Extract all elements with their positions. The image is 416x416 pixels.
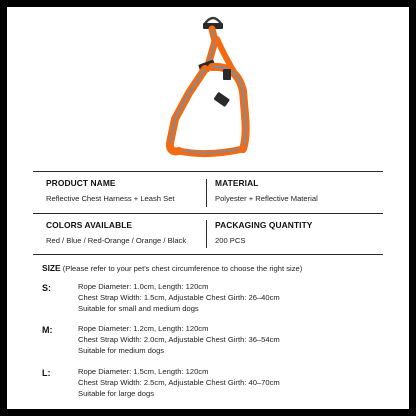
size-details <box>78 323 280 356</box>
size-title: SIZE <box>42 263 61 273</box>
size-line: Chest Strap Width: 2.0cm, Adjustable Chest Girth: 36–54cm <box>78 335 280 344</box>
product-image <box>7 7 409 165</box>
spec-packaging-quantity <box>215 220 313 245</box>
spec-product-name <box>46 178 175 203</box>
spec-label: PACKAGING QUANTITY <box>215 220 313 230</box>
size-details <box>78 281 280 314</box>
size-line: Rope Diameter: 1.5cm, Length: 120cm <box>78 367 209 376</box>
product-spec-card <box>7 7 409 409</box>
spec-label: COLORS AVAILABLE <box>46 220 133 230</box>
divider-top <box>33 171 383 172</box>
spec-value: Red / Blue / Red-Orange / Orange / Black <box>46 236 187 245</box>
side-buckle-icon <box>213 92 230 107</box>
size-code: S: <box>42 283 51 293</box>
vertical-divider-2 <box>206 220 207 248</box>
spec-label: PRODUCT NAME <box>46 178 116 188</box>
size-code: L: <box>42 368 51 378</box>
size-header <box>42 263 302 273</box>
size-line: Chest Strap Width: 2.5cm, Adjustable Chest Girth: 40–70cm <box>78 378 280 387</box>
spec-value: Polyester + Reflective Material <box>215 194 318 203</box>
spec-label: MATERIAL <box>215 178 259 188</box>
orange-reflective-dog-harness-icon <box>7 7 409 165</box>
divider-bottom <box>33 254 383 255</box>
size-line: Suitable for medium dogs <box>78 346 165 355</box>
size-note: (Please refer to your pet's chest circumference to choose the right size) <box>62 264 303 273</box>
size-details <box>78 366 280 399</box>
divider-middle <box>33 213 383 214</box>
spec-material <box>215 178 318 203</box>
size-line: Suitable for large dogs <box>78 389 154 398</box>
size-code: M: <box>42 325 53 335</box>
vertical-divider-1 <box>206 179 207 207</box>
size-line: Rope Diameter: 1.0cm, Length: 120cm <box>78 282 209 291</box>
spec-value: 200 PCS <box>215 236 246 245</box>
spec-colors-available <box>46 220 186 245</box>
spec-value: Reflective Chest Harness + Leash Set <box>46 194 175 203</box>
size-line: Chest Strap Width: 1.5cm, Adjustable Chest Girth: 26–40cm <box>78 293 280 302</box>
size-line: Suitable for small and medium dogs <box>78 304 199 313</box>
size-line: Rope Diameter: 1.2cm, Length: 120cm <box>78 324 209 333</box>
